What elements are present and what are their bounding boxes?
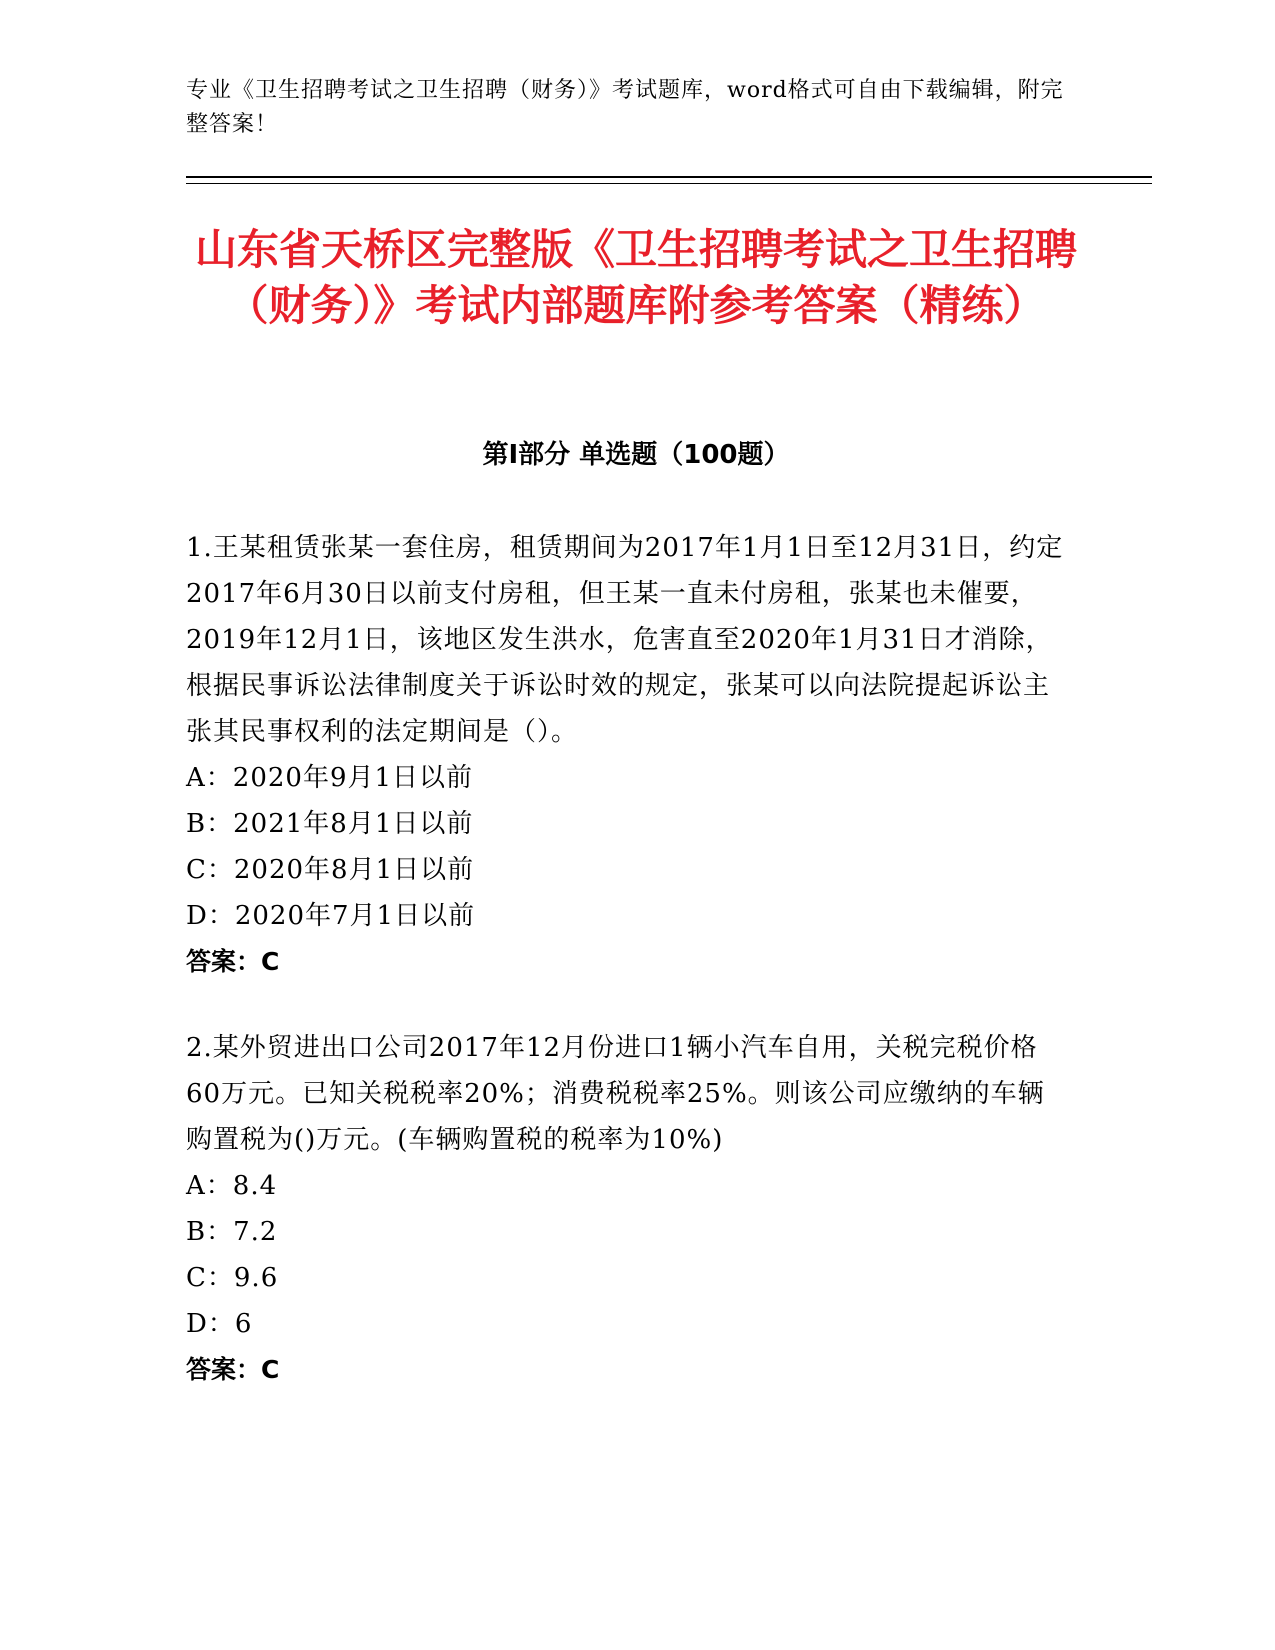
header-rule-thick	[186, 176, 1152, 178]
option-d: D：6	[186, 1309, 253, 1339]
option-c: C：2020年8月1日以前	[186, 855, 475, 885]
question-stem: 1.王某租赁张某一套住房，租赁期间为2017年1月1日至12月31日，约定2017年6月30日以前支付房租，但王某一直未付房租，张某也未催要，2019年12月1日，该地区发生洪水，危害直至2020年1月31日才消除，根据民事诉讼法律制度关于诉讼时效的规定，张某可以向法院提起诉讼主张其民事权利的法定期间是（）。	[186, 533, 1064, 747]
question-stem: 2.某外贸进出口公司2017年12月份进口1辆小汽车自用，关税完税价格60万元。已知关税税率20%；消费税税率25%。则该公司应缴纳的车辆购置税为()万元。(车辆购置税的税率为10%)	[186, 1033, 1045, 1155]
answer-line: 答案：C	[186, 947, 280, 976]
question-2	[186, 1025, 1066, 1393]
option-d: D：2020年7月1日以前	[186, 901, 476, 931]
option-c: C：9.6	[186, 1263, 279, 1293]
header-rule-thin	[186, 183, 1152, 184]
option-b: B：2021年8月1日以前	[186, 809, 474, 839]
option-a: A：8.4	[186, 1171, 278, 1201]
answer-line: 答案：C	[186, 1355, 280, 1384]
option-a: A：2020年9月1日以前	[186, 763, 474, 793]
option-b: B：7.2	[186, 1217, 278, 1247]
question-1	[186, 525, 1066, 985]
document-title: 山东省天桥区完整版《卫生招聘考试之卫生招聘（财务）》考试内部题库附参考答案（精练）	[194, 225, 1077, 330]
header-note: 专业《卫生招聘考试之卫生招聘（财务）》考试题库，word格式可自由下载编辑，附完整答案！	[186, 78, 1064, 137]
section-title: 第I部分 单选题（100题）	[482, 440, 790, 470]
